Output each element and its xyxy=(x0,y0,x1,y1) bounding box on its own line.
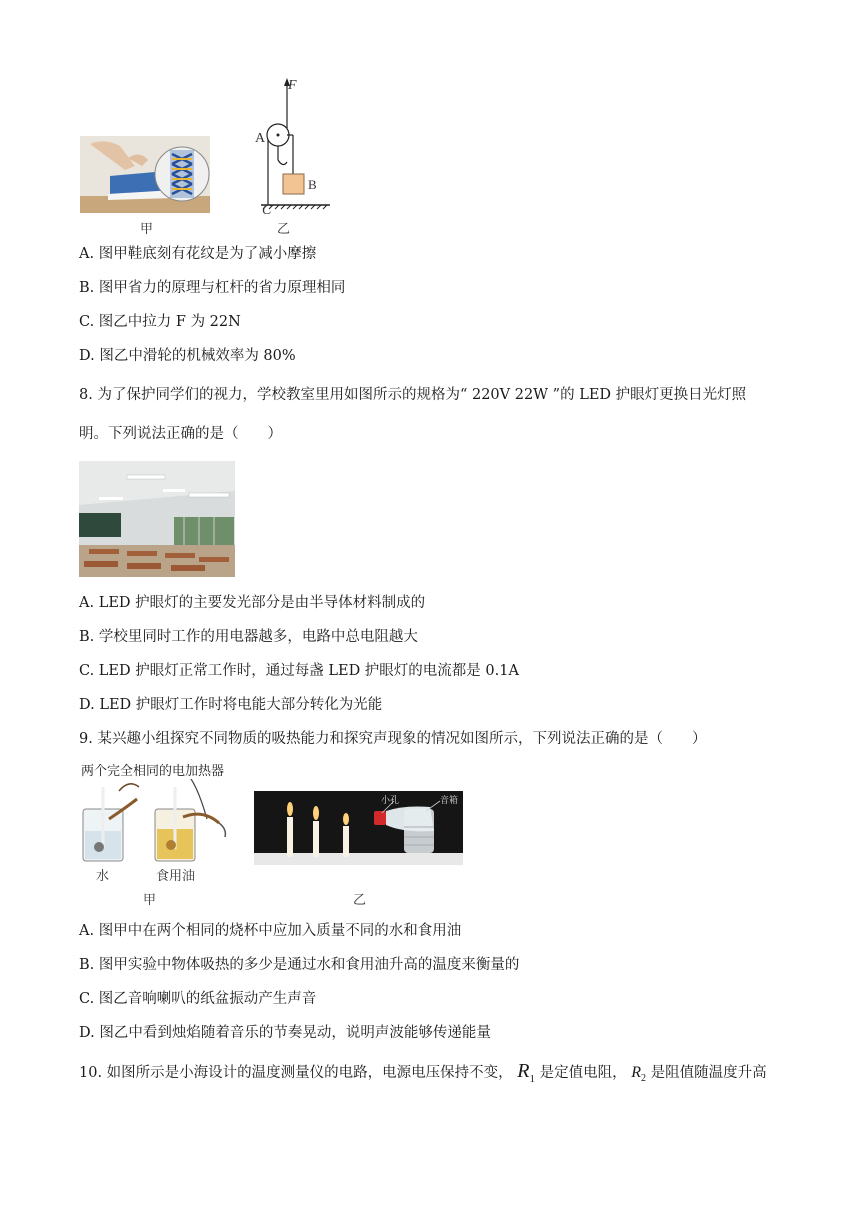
candle-speaker-illustration xyxy=(254,791,463,865)
r2-symbol: $R_2$ xyxy=(631,1064,646,1085)
q8-option-a: A. LED 护眼灯的主要发光部分是由半导体材料制成的 xyxy=(79,595,426,611)
q8-option-d: D. LED 护眼灯工作时将电能大部分转化为光能 xyxy=(79,697,383,713)
q9-option-a: A. 图甲中在两个相同的烧杯中应加入质量不同的水和食用油 xyxy=(79,923,462,939)
q9-option-c: C. 图乙音响喇叭的纸盆振动产生声音 xyxy=(79,991,317,1007)
q8-stem-line1: 8. 为了保护同学们的视力，学校教室里用如图所示的规格为“ 220V 22W ”的 LED 护眼灯更换日光灯照 xyxy=(79,387,747,403)
figure-label-jia: 甲 xyxy=(140,222,154,237)
q7-option-b: B. 图甲省力的原理与杠杆的省力原理相同 xyxy=(79,280,346,296)
heater-beakers-illustration xyxy=(79,779,239,867)
q10-stem-part2: 是定值电阻， xyxy=(539,1065,627,1081)
shoe-lacing-photo xyxy=(80,136,210,213)
classroom-illustration xyxy=(79,461,235,577)
shoe-illustration xyxy=(80,136,210,213)
label-speaker: 音箱 xyxy=(440,796,459,806)
r1-symbol: $R_1$ xyxy=(517,1060,535,1085)
pulley-label-C: C xyxy=(262,203,272,218)
beaker-label-oil: 食用油 xyxy=(156,869,196,884)
q7-option-c: C. 图乙中拉力 F 为 22N xyxy=(79,314,241,330)
heater-caption: 两个完全相同的电加热器 xyxy=(81,764,225,779)
q10-stem xyxy=(79,1061,767,1089)
beaker-label-water: 水 xyxy=(96,869,110,884)
candle-speaker-photo xyxy=(254,791,463,865)
q9-option-d: D. 图乙中看到烛焰随着音乐的节奏晃动，说明声波能够传递能量 xyxy=(79,1025,491,1041)
q7-option-a: A. 图甲鞋底刻有花纹是为了减小摩擦 xyxy=(79,246,317,262)
q10-stem-part3: 是阻值随温度升高 xyxy=(650,1065,767,1081)
pulley-label-F: F xyxy=(288,78,297,93)
pulley-label-A: A xyxy=(255,131,266,146)
q9-stem: 9. 某兴趣小组探究不同物质的吸热能力和探究声现象的情况如图所示，下列说法正确的是（ ） xyxy=(79,731,707,747)
q8-stem-line2: 明。下列说法正确的是（ ） xyxy=(79,426,282,442)
q10-stem-part1: 10. 如图所示是小海设计的温度测量仪的电路，电源电压保持不变， xyxy=(79,1065,513,1081)
figure9-label-yi: 乙 xyxy=(353,893,367,908)
q7-option-d: D. 图乙中滑轮的机械效率为 80% xyxy=(79,348,296,364)
figure9-label-jia: 甲 xyxy=(143,893,157,908)
q9-option-b: B. 图甲实验中物体吸热的多少是通过水和食用油升高的温度来衡量的 xyxy=(79,957,520,973)
pulley-label-B: B xyxy=(308,177,317,192)
q8-option-b: B. 学校里同时工作的用电器越多，电路中总电阻越大 xyxy=(79,629,418,645)
label-small-hole: 小孔 xyxy=(381,796,400,806)
figure-label-yi: 乙 xyxy=(277,222,291,237)
q8-option-c: C. LED 护眼灯正常工作时，通过每盏 LED 护眼灯的电流都是 0.1A xyxy=(79,663,519,679)
classroom-photo xyxy=(79,461,235,577)
pulley-diagram xyxy=(255,78,345,218)
